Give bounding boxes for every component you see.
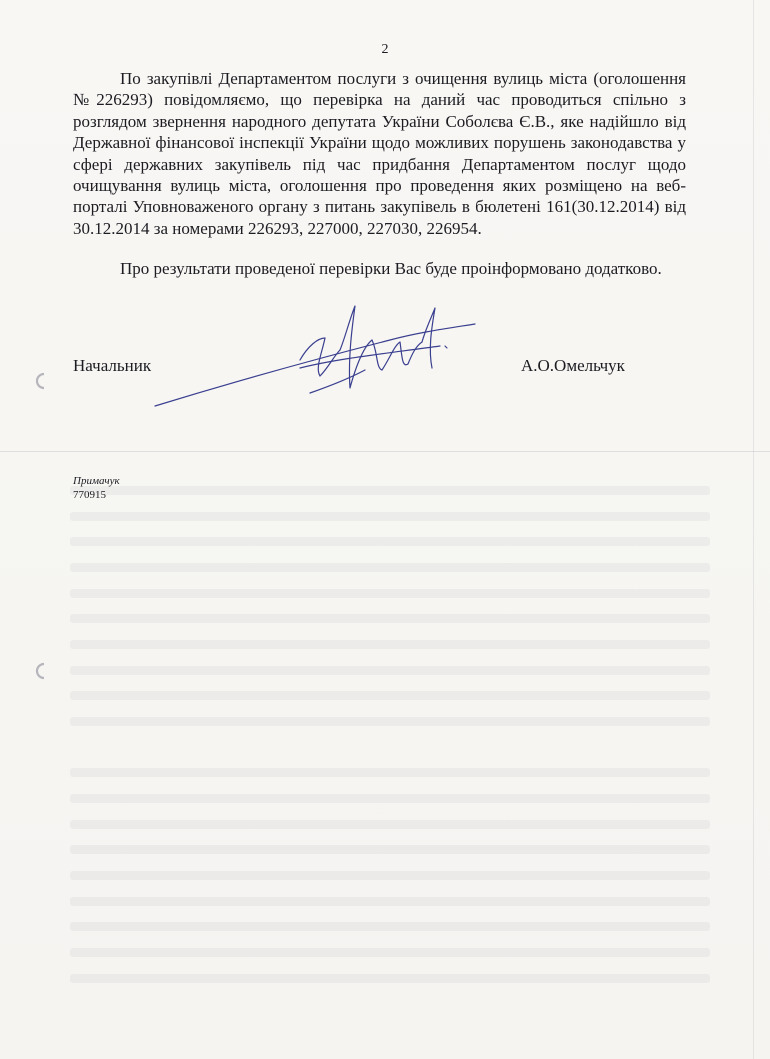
handwritten-signature-icon <box>150 298 480 418</box>
show-through-line <box>70 974 710 983</box>
page-number: 2 <box>381 42 389 57</box>
show-through-line <box>70 691 710 700</box>
show-through-line <box>70 845 710 854</box>
punch-hole-icon <box>30 371 50 391</box>
show-through-line <box>70 589 710 598</box>
paragraph-main: По закупівлі Департаментом послуги з очищення вулиць міста (оголошення №226293) повідомляємо, що перевірка на даний час проводиться спільно з розглядом звернення народного депутата України Соболєва Є.В., яке надійшло від Державної фінансової інспекції України щодо можливих порушень законодавства у сфері державних закупівель під час придбання Департаментом послуг щодо очищування вулиць міста, оголошення про проведення яких розміщено на веб-порталі Уповноваженого органу з питань закупівель в бюлетені 161(30.12.2014) від 30.12.2014 за номерами 226293, 227000, 227030, 226954. <box>73 69 686 238</box>
letter-body <box>73 68 686 280</box>
show-through-line <box>70 871 710 880</box>
paper-fold-line <box>0 451 770 452</box>
show-through-line <box>70 897 710 906</box>
signatory-title: Начальник <box>73 356 152 375</box>
show-through-line <box>70 537 710 546</box>
show-through-line <box>70 486 710 495</box>
show-through-line <box>70 640 710 649</box>
show-through-line <box>70 563 710 572</box>
executor-phone: 770915 <box>73 489 106 501</box>
show-through-line <box>70 512 710 521</box>
show-through-line <box>70 717 710 726</box>
show-through-line <box>70 922 710 931</box>
executor-name: Примачук <box>73 475 120 487</box>
show-through-line <box>70 794 710 803</box>
show-through-line <box>70 820 710 829</box>
show-through-line <box>70 948 710 957</box>
punch-hole-icon <box>30 661 50 681</box>
show-through-line <box>70 666 710 675</box>
signatory-name: А.О.Омельчук <box>521 356 625 375</box>
paragraph-closing: Про результати проведеної перевірки Вас буде проінформовано додатково. <box>120 259 662 279</box>
paper-edge-line <box>753 0 754 1059</box>
show-through-line <box>70 768 710 777</box>
show-through-line <box>70 614 710 623</box>
executor-block <box>73 474 120 502</box>
